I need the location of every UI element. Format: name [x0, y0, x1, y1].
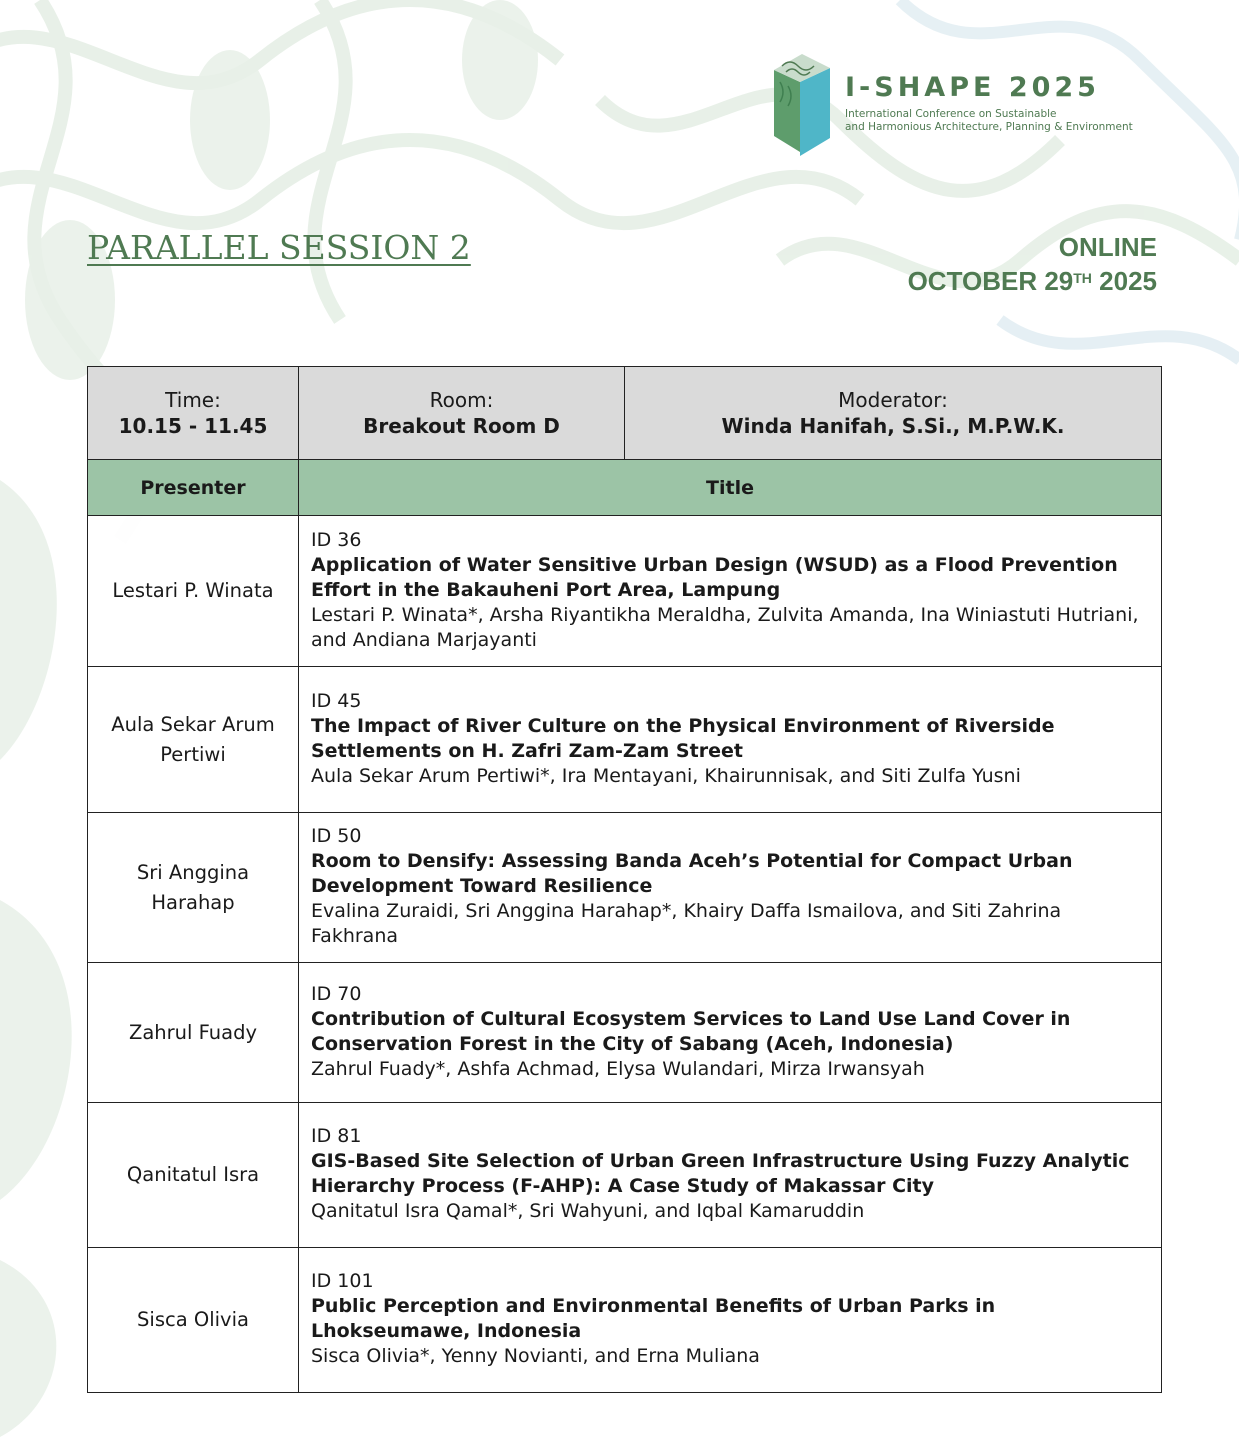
logo-subtitle: [845, 108, 1133, 134]
room-value: Breakout Room D: [363, 414, 560, 438]
paper-id: ID 50: [311, 825, 362, 847]
paper-title: Public Perception and Environmental Benefits of Urban Parks in Lhokseumawe, Indonesia: [311, 1295, 996, 1342]
session-date-prefix: OCTOBER 29: [907, 266, 1074, 296]
moderator-cell: [625, 367, 1162, 460]
paper-authors: Evalina Zuraidi, Sri Anggina Harahap*, Khairy Daffa Ismailova, and Siti Zahrina Fakhrana: [311, 900, 1062, 947]
paper-id: ID 45: [311, 689, 362, 712]
room-label: Room:: [429, 388, 494, 412]
paper-cell: [299, 963, 1162, 1103]
paper-id: ID 81: [311, 1125, 362, 1147]
paper-authors: Lestari P. Winata*, Arsha Riyantikha Meraldha, Zulvita Amanda, Ina Winiastuti Hutriani, and Andiana Marjayanti: [311, 603, 1139, 651]
presenter-cell: Aula Sekar Arum Pertiwi: [88, 667, 299, 813]
presenter-cell: Sisca Olivia: [88, 1248, 299, 1393]
table-row: [88, 667, 1162, 813]
time-value: 10.15 - 11.45: [118, 414, 268, 438]
time-label: Time:: [165, 388, 221, 412]
moderator-value: Winda Hanifah, S.Si., M.P.W.K.: [721, 414, 1065, 438]
paper-title: The Impact of River Culture on the Physical Environment of Riverside Settlements on H. Zafri Zam-Zam Street: [311, 714, 1055, 762]
session-date-suffix-sup: TH: [1073, 270, 1092, 286]
presenter-header: Presenter: [88, 460, 299, 516]
paper-title: Application of Water Sensitive Urban Design (WSUD) as a Flood Prevention Effort in the Bakauheni Port Area, Lampung: [311, 553, 1118, 601]
paper-id: ID 70: [311, 982, 362, 1005]
table-row: [88, 516, 1162, 667]
conference-logo: [772, 52, 1172, 162]
session-date-year: 2025: [1091, 266, 1157, 296]
schedule-table: [87, 366, 1162, 1393]
paper-cell: [299, 667, 1162, 813]
logo-subtitle-line-2: and Harmonious Architecture, Planning & Environment: [845, 121, 1133, 133]
table-row: [88, 813, 1162, 963]
paper-authors: Aula Sekar Arum Pertiwi*, Ira Mentayani, Khairunnisak, and Siti Zulfa Yusni: [311, 764, 1021, 787]
table-header-row: [88, 460, 1162, 516]
session-info: [908, 230, 1157, 298]
moderator-label: Moderator:: [838, 388, 948, 412]
paper-id: ID 101: [311, 1270, 374, 1292]
logo-subtitle-line-1: International Conference on Sustainable: [845, 108, 1057, 120]
table-row: [88, 963, 1162, 1103]
presenter-cell: Qanitatul Isra: [88, 1103, 299, 1248]
presenter-cell: Sri Anggina Harahap: [88, 813, 299, 963]
paper-cell: [299, 1248, 1162, 1393]
table-row: [88, 1103, 1162, 1248]
paper-title: Room to Densify: Assessing Banda Aceh’s Potential for Compact Urban Development Toward Resilience: [311, 850, 1073, 897]
title-header: Title: [299, 460, 1162, 516]
presenter-cell: Zahrul Fuady: [88, 963, 299, 1103]
paper-cell: [299, 1103, 1162, 1248]
table-row: [88, 1248, 1162, 1393]
paper-id: ID 36: [311, 528, 362, 551]
logo-title: I-SHAPE 2025: [845, 72, 1100, 103]
session-mode: ONLINE: [1058, 232, 1157, 262]
cube-logo-icon: [772, 52, 832, 158]
paper-title: Contribution of Cultural Ecosystem Services to Land Use Land Cover in Conservation Forest in the City of Sabang (Aceh, Indonesia): [311, 1007, 1071, 1055]
paper-authors: Sisca Olivia*, Yenny Novianti, and Erna Muliana: [311, 1345, 760, 1367]
session-title: PARALLEL SESSION 2: [87, 228, 471, 267]
paper-cell: [299, 516, 1162, 667]
paper-title: GIS-Based Site Selection of Urban Green Infrastructure Using Fuzzy Analytic Hierarchy Process (F-AHP): A Case Study of Makassar City: [311, 1150, 1130, 1197]
session-meta-row: [88, 367, 1162, 460]
room-cell: [299, 367, 625, 460]
session-date: [908, 264, 1157, 298]
paper-authors: Qanitatul Isra Qamal*, Sri Wahyuni, and Iqbal Kamaruddin: [311, 1200, 865, 1222]
paper-authors: Zahrul Fuady*, Ashfa Achmad, Elysa Wulandari, Mirza Irwansyah: [311, 1057, 925, 1080]
paper-cell: [299, 813, 1162, 963]
time-cell: [88, 367, 299, 460]
presenter-cell: Lestari P. Winata: [88, 516, 299, 667]
